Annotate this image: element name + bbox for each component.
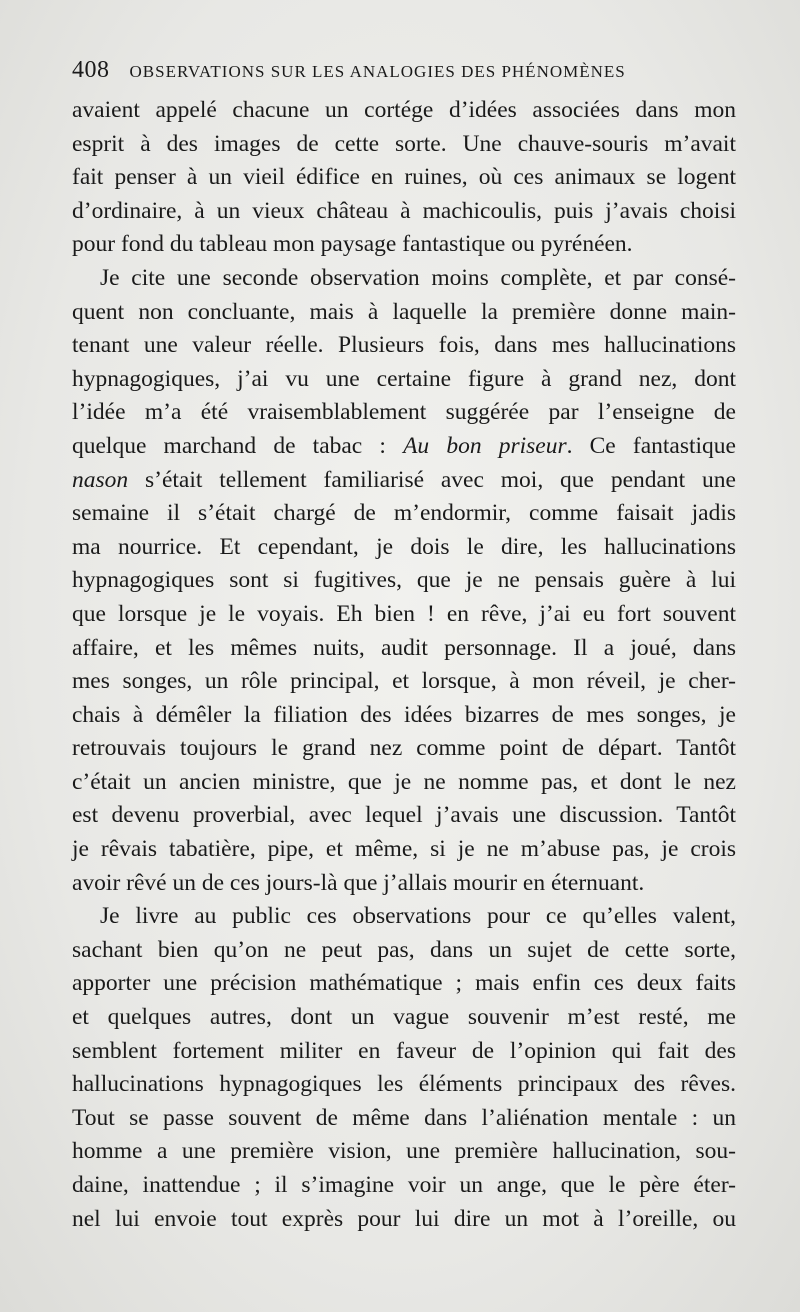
body-text: [72, 94, 736, 1236]
text-line: chais à démêler la filiation des idées bizarres de mes songes, je: [72, 701, 736, 728]
italic-text-run: nason: [72, 466, 129, 493]
text-line: quent non concluante, mais à laquelle la première donne main-: [72, 298, 736, 325]
text-line: [72, 464, 736, 498]
text-line: Tout se passe souvent de même dans l’aliénation mentale : un: [72, 1104, 736, 1131]
text-line: d’ordinaire, à un vieux château à machicoulis, puis j’avais choisi: [72, 197, 736, 224]
text-line: hypnagogiques, j’ai vu une certaine figure à grand nez, dont: [72, 365, 736, 392]
text-line: sachant bien qu’on ne peut pas, dans un sujet de cette sorte,: [72, 936, 736, 963]
text-line: semblent fortement militer en faveur de l’opinion qui fait des: [72, 1037, 736, 1064]
text-line: homme a une première vision, une première hallucination, sou-: [72, 1138, 736, 1165]
text-run: . Ce fantastique: [566, 432, 736, 459]
text-line: [72, 430, 736, 464]
text-line: et quelques autres, dont un vague souvenir m’est resté, me: [72, 1004, 736, 1031]
text-line: avoir rêvé un de ces jours-là que j’allais mourir en éternuant.: [72, 869, 645, 896]
running-title: OBSERVATIONS SUR LES ANALOGIES DES PHÉNOMÈNES: [129, 62, 626, 81]
text-line: esprit à des images de cette sorte. Une chauve-souris m’avait: [72, 130, 736, 157]
text-line: daine, inattendue ; il s’imagine voir un ange, que le père éter-: [72, 1172, 736, 1198]
text-line: ma nourrice. Et cependant, je dois le dire, les hallucinations: [72, 533, 736, 560]
text-line: tenant une valeur réelle. Plusieurs fois, dans mes hallucinations: [72, 332, 736, 359]
italic-text-run: Au bon priseur: [403, 432, 567, 459]
text-line: pour fond du tableau mon paysage fantastique ou pyrénéen.: [72, 231, 633, 258]
text-line: affaire, et les mêmes nuits, audit personnage. Il a joué, dans: [72, 634, 736, 661]
text-line: hallucinations hypnagogiques les éléments principaux des rêves.: [72, 1071, 736, 1098]
text-run: s’était tellement familiarisé avec moi, que pendant une: [128, 466, 736, 493]
text-line: Je livre au public ces observations pour ce qu’elles valent,: [100, 903, 736, 930]
text-line: apporter une précision mathématique ; mais enfin ces deux faits: [72, 970, 736, 997]
page-header: [72, 57, 732, 87]
text-run: quelque marchand de tabac :: [72, 432, 404, 459]
text-line: je rêvais tabatière, pipe, et même, si je ne m’abuse pas, je crois: [72, 836, 736, 863]
text-line: fait penser à un vieil édifice en ruines, où ces animaux se logent: [72, 164, 736, 191]
text-line: hypnagogiques sont si fugitives, que je ne pensais guère à lui: [72, 567, 736, 594]
text-line: mes songes, un rôle principal, et lorsque, à mon réveil, je cher-: [72, 668, 736, 695]
text-line: l’idée m’a été vraisemblablement suggérée par l’enseigne de: [72, 399, 736, 426]
text-line: semaine il s’était chargé de m’endormir, comme faisait jadis: [72, 500, 736, 527]
text-line: retrouvais toujours le grand nez comme point de départ. Tantôt: [72, 735, 736, 762]
text-line: est devenu proverbial, avec lequel j’avais une discussion. Tantôt: [72, 802, 736, 829]
text-line: nel lui envoie tout exprès pour lui dire un mot à l’oreille, ou: [72, 1205, 736, 1232]
text-line: c’était un ancien ministre, que je ne nomme pas, et dont le nez: [72, 768, 736, 795]
page-number: 408: [72, 57, 110, 83]
text-line: que lorsque je le voyais. Eh bien ! en rêve, j’ai eu fort souvent: [72, 600, 736, 627]
text-line: avaient appelé chacune un cortége d’idées associées dans mon: [72, 97, 736, 123]
text-line: Je cite une seconde observation moins complète, et par consé-: [100, 264, 736, 291]
